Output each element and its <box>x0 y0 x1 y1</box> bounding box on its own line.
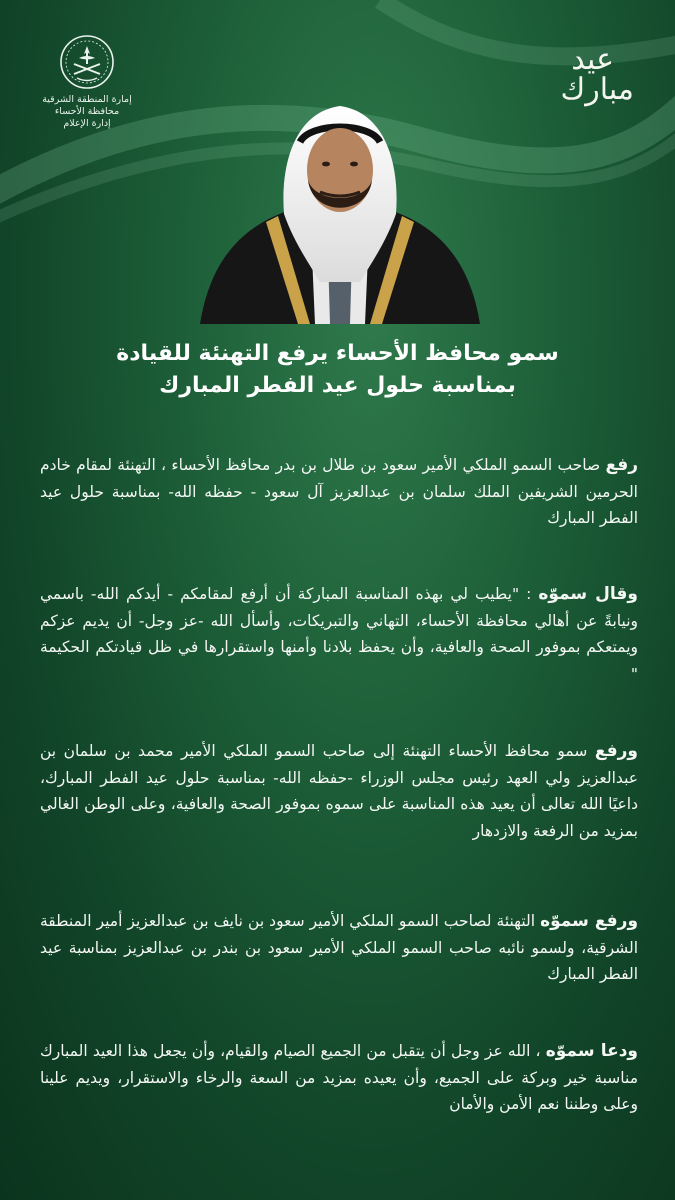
emblem-icon <box>59 34 115 90</box>
headline-line-2: بمناسبة حلول عيد الفطر المبارك <box>159 373 516 398</box>
paragraph-1 <box>40 452 638 532</box>
logo-line-2: محافظة الأحساء <box>54 106 120 117</box>
portrait-image <box>200 92 480 324</box>
paragraph-2-lead: وقال سموّه <box>538 584 638 604</box>
paragraph-4-text: التهنئة لصاحب السمو الملكي الأمير سعود بن نايف بن عبدالعزيز أمير المنطقة الشرقية، ولسمو نائبه صاحب السمو الملكي الأمير سعود بن بندر بن عبدالعزيز بمناسبة عيد الفطر المبارك <box>40 912 638 983</box>
paragraph-1-lead: رفع <box>605 455 638 475</box>
paragraph-3 <box>40 738 638 844</box>
paragraph-5-text: ، الله عز وجل أن يتقبل من الجميع الصيام والقيام، وأن يجعل هذا العيد المبارك مناسبة خير وبركة على الجميع، وأن يعيده بمزيد من السعة والرخاء والاستقرار، ويديم علينا وعلى وطننا نعم الأمن والأمان <box>40 1042 638 1113</box>
paragraph-4-lead: ورفع سموّه <box>540 911 639 931</box>
paragraph-3-lead: ورفع <box>594 741 638 761</box>
logo-line-1: إمارة المنطقة الشرقية <box>42 94 132 105</box>
paragraph-5 <box>40 1038 638 1118</box>
eid-line-1: عيد <box>571 42 614 77</box>
paragraph-2-text: : "يطيب لي بهذه المناسبة المباركة أن أرفع لمقامكم - أيدكم الله- باسمي ونيابةً عن أهالي محافظة الأحساء، التهاني والتبريكات، وأسأل الله -عز وجل- أن يديم عزكم ويمتعكم بموفور الصحة والعافية، وأن يحفظ بلادنا وأمنها واستقرارها في ظل قيادتكم الحكيمة " <box>40 585 638 683</box>
eid-mubarak-calligraphy <box>530 44 640 114</box>
headline <box>40 338 635 402</box>
eid-line-2: مبارك <box>560 72 634 107</box>
paragraph-3-text: سمو محافظ الأحساء التهنئة إلى صاحب السمو الملكي الأمير محمد بن سلمان بن عبدالعزيز ولي العهد رئيس مجلس الوزراء -حفظه الله- بمناسبة حلول عيد الفطر المبارك، داعيًا الله تعالى أن يعيد هذه المناسبة على سموه بموفور الصحة والعافية، وعلى الوطن الغالي بمزيد من الرفعة والازدهار <box>40 742 638 840</box>
paragraph-5-lead: ودعا سموّه <box>545 1041 638 1061</box>
paragraph-4 <box>40 908 638 988</box>
logo-line-3: إدارة الإعلام <box>63 118 111 129</box>
paragraph-1-text: صاحب السمو الملكي الأمير سعود بن طلال بن بدر محافظ الأحساء ، التهنئة لمقام خادم الحرمين الشريفين الملك سلمان بن عبدالعزيز آل سعود - حفظه الله- بمناسبة حلول عيد الفطر المبارك <box>40 456 638 527</box>
emblem-logo <box>22 34 152 130</box>
headline-line-1: سمو محافظ الأحساء يرفع التهنئة للقيادة <box>116 341 559 366</box>
paragraph-2 <box>40 581 638 687</box>
